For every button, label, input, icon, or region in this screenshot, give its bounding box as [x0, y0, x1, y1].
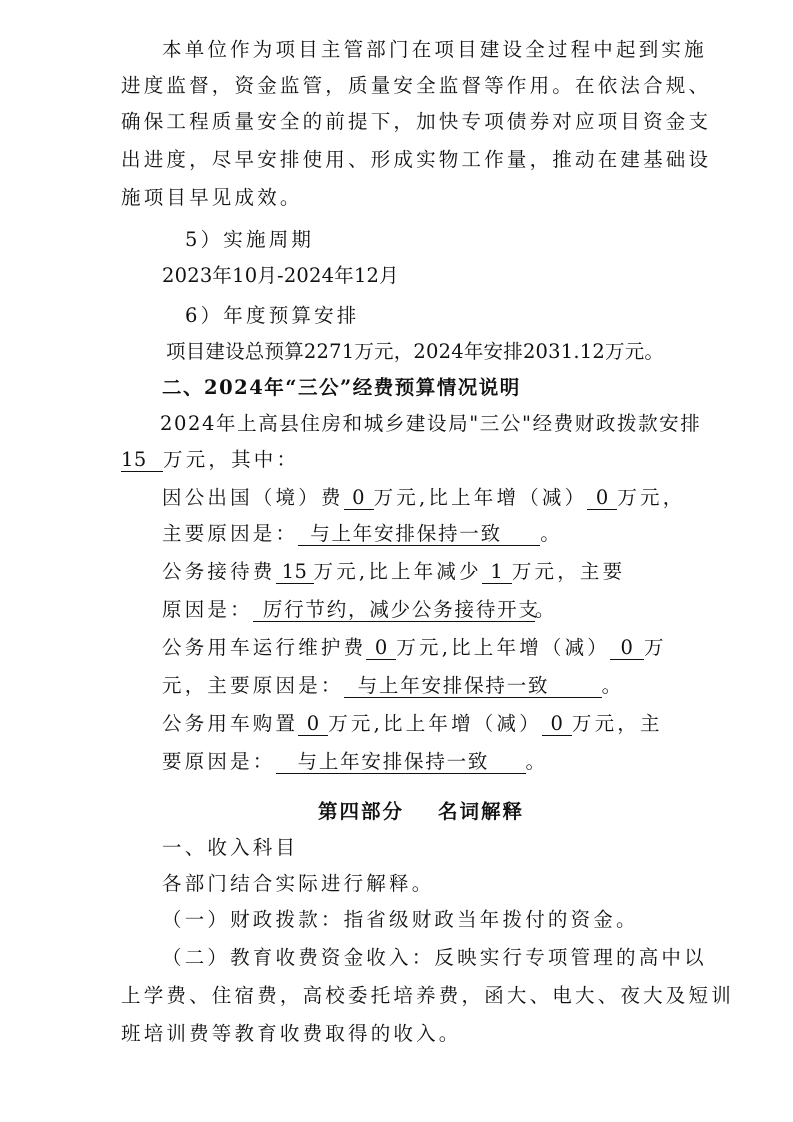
part4-title [318, 800, 524, 824]
vehicle-run-end: 。 [601, 674, 625, 697]
vehicle-buy-tail: 万元，主 [571, 712, 663, 735]
budget-value: 项目建设总预算2271万元，2024年安排2031.12万元。 [166, 340, 665, 363]
vehicle-run-tail: 万 [644, 636, 667, 659]
vehicle-run-line [162, 636, 667, 660]
reception-reason-line [162, 598, 558, 622]
abroad-reason-label: 主要原因是： [162, 522, 299, 545]
budget-heading: 6）年度预算安排 [185, 304, 360, 327]
vehicle-run-change: 0 [610, 637, 644, 660]
abroad-end: 。 [540, 522, 563, 545]
vehicle-run-reason: 与上年安排保持一致 [344, 675, 602, 698]
vehicle-buy-mid: 万元,比上年增（减） [328, 712, 542, 735]
period-value: 2023年10月-2024年12月 [162, 264, 399, 287]
vehicle-buy-line [162, 712, 663, 736]
period-heading: 5）实施周期 [185, 228, 315, 251]
definition-item: 上学费、住宿费，高校委托培养费，函大、电大、夜大及短训 [121, 984, 734, 1007]
three-public-intro: 2024年上高县住房和城乡建设局"三公"经费财政拨款安排 [160, 412, 702, 435]
vehicle-run-label: 公务用车运行维护费 [162, 636, 367, 659]
paragraph-line: 施项目早见成效。 [121, 186, 303, 209]
abroad-change: 0 [587, 487, 617, 510]
reception-label: 公务接待费 [162, 560, 276, 583]
definition-item: 班培训费等教育收费取得的收入。 [121, 1022, 462, 1045]
vehicle-buy-reason-line [162, 750, 548, 774]
reception-mid: 万元,比上年减少 [313, 560, 482, 583]
vehicle-buy-amount: 0 [298, 713, 328, 736]
abroad-tail: 万元， [617, 486, 686, 509]
paragraph-line: 确保工程质量安全的前提下，加快专项债券对应项目资金支 [121, 110, 712, 133]
abroad-mid: 万元,比上年增（减） [373, 486, 588, 509]
abroad-amount: 0 [344, 487, 374, 510]
reception-change: 1 [482, 561, 512, 584]
vehicle-buy-reason-label: 要原因是： [162, 750, 276, 773]
total-tail: 万元，其中： [163, 448, 300, 471]
section-heading-three-public: 二、2024年“三公”经费预算情况说明 [162, 376, 521, 399]
definition-item: （二）教育收费资金收入：反映实行专项管理的高中以 [162, 946, 707, 969]
three-public-total-line [121, 448, 299, 472]
abroad-reason-line [162, 522, 563, 546]
reception-end: 。 [534, 598, 558, 621]
vehicle-buy-reason: 与上年安排保持一致 [276, 751, 526, 774]
vehicle-run-mid: 万元,比上年增（减） [396, 636, 611, 659]
definition-item: （一）财政拨款：指省级财政当年拨付的资金。 [162, 908, 639, 931]
paragraph-line: 进度监督，资金监管，质量安全监督等作用。在依法合规、 [121, 74, 712, 97]
vehicle-run-reason-line [162, 674, 624, 698]
reception-line [162, 560, 625, 584]
abroad-label: 因公出国（境）费 [162, 486, 344, 509]
vehicle-buy-change: 0 [542, 713, 572, 736]
reception-reason-label: 原因是： [162, 598, 253, 621]
reception-reason: 厉行节约，减少公务接待开支 [253, 599, 535, 622]
paragraph-line: 本单位作为项目主管部门在项目建设全过程中起到实施 [162, 38, 707, 61]
reception-amount: 15 [276, 561, 314, 584]
income-section-heading: 一、收入科目 [162, 836, 299, 859]
part4-title-a: 第四部分 [318, 800, 405, 823]
income-section-paragraph: 各部门结合实际进行解释。 [162, 872, 435, 895]
vehicle-buy-end: 。 [525, 750, 549, 773]
paragraph-line: 出进度，尽早安排使用、形成实物工作量，推动在建基础设 [121, 148, 712, 171]
part4-title-b: 名词解释 [438, 800, 525, 823]
vehicle-run-amount: 0 [366, 637, 396, 660]
vehicle-buy-label: 公务用车购置 [162, 712, 299, 735]
abroad-reason: 与上年安排保持一致 [298, 523, 540, 546]
vehicle-run-reason-label: 元，主要原因是： [162, 674, 344, 697]
abroad-line [162, 486, 685, 510]
total-amount: 15 [121, 449, 163, 472]
reception-tail: 万元，主要 [511, 560, 626, 583]
